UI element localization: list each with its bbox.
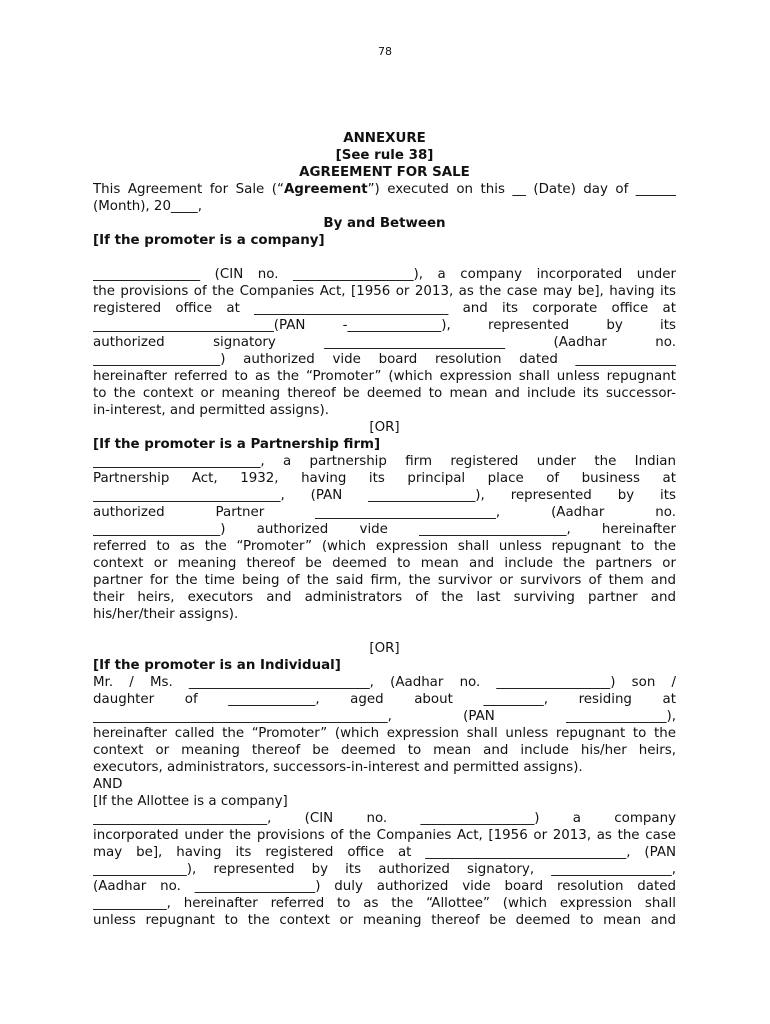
paragraph-line: __________________________, (CIN no. _________________) a company xyxy=(93,811,676,826)
agreement-term: Agreement xyxy=(283,182,368,197)
paragraph-line: their heirs, executors and administrators of the last surviving partner and xyxy=(93,590,676,605)
annexure-heading: ANNEXURE xyxy=(343,131,426,146)
paragraph-line: (Aadhar no. __________________) duly authorized vide board resolution dated xyxy=(93,879,676,894)
paragraph-line: to the context or meaning thereof be deemed to mean and include its successor- xyxy=(93,386,676,401)
paragraph-line: authorized Partner ___________________________, (Aadhar no. xyxy=(93,505,676,520)
or-separator-2: [OR] xyxy=(369,641,400,656)
document-title: AGREEMENT FOR SALE xyxy=(299,165,470,180)
paragraph-line: his/her/their assigns). xyxy=(93,607,239,622)
paragraph-line: the provisions of the Companies Act, [1956 or 2013, as the case may be], having its xyxy=(93,284,676,299)
paragraph-line: partner for the time being of the said firm, the survivor or survivors of them and xyxy=(93,573,676,588)
document-body xyxy=(93,130,676,929)
intro-line-1: This Agreement for Sale (“Agreement”) executed on this __ (Date) day of ______ xyxy=(93,182,676,197)
paragraph-line: incorporated under the provisions of the Companies Act, [1956 or 2013, as the case xyxy=(93,828,676,843)
paragraph-line: daughter of _____________, aged about _________, residing at xyxy=(93,692,676,707)
promoter-company-heading: [If the promoter is a company] xyxy=(93,233,325,248)
intro-line-2: (Month), 20____, xyxy=(93,199,203,214)
paragraph-line: may be], having its registered office at ______________________________, (PAN xyxy=(93,845,676,860)
paragraph-line: ___________________) authorized vide board resolution dated _______________ xyxy=(93,352,676,367)
rule-reference: [See rule 38] xyxy=(335,148,434,163)
paragraph-line: ___________________) authorized vide ______________________, hereinafter xyxy=(93,522,676,537)
by-and-between-heading: By and Between xyxy=(323,216,446,231)
allottee-company-paragraph xyxy=(93,810,676,929)
promoter-individual-heading: [If the promoter is an Individual] xyxy=(93,658,341,673)
paragraph-line: registered office at _____________________________ and its corporate office at xyxy=(93,301,676,316)
paragraph-line: ________________ (CIN no. __________________), a company incorporated under xyxy=(93,267,676,282)
paragraph-line: ___________________________(PAN -______________), represented by its xyxy=(93,318,676,333)
promoter-company-paragraph xyxy=(93,266,676,419)
paragraph-line: Partnership Act, 1932, having its principal place of business at xyxy=(93,471,676,486)
paragraph-line: Mr. / Ms. ___________________________, (Aadhar no. _________________) son / xyxy=(93,675,676,690)
or-separator-1: [OR] xyxy=(369,420,400,435)
paragraph-line: ____________________________, (PAN ________________), represented by its xyxy=(93,488,676,503)
paragraph-line: ______________), represented by its authorized signatory, __________________, xyxy=(93,862,676,877)
promoter-partnership-paragraph xyxy=(93,453,676,623)
paragraph-line: hereinafter called the “Promoter” (which expression shall unless repugnant to the xyxy=(93,726,676,741)
paragraph-line: referred to as the “Promoter” (which expression shall unless repugnant to the xyxy=(93,539,676,554)
paragraph-line: executors, administrators, successors-in-interest and permitted assigns). xyxy=(93,760,583,775)
paragraph-line: hereinafter referred to as the “Promoter” (which expression shall unless repugnant xyxy=(93,369,676,384)
paragraph-line: in-interest, and permitted assigns). xyxy=(93,403,329,418)
paragraph-line: ___________, hereinafter referred to as the “Allottee” (which expression shall xyxy=(93,896,676,911)
paragraph-line: _________________________, a partnership firm registered under the Indian xyxy=(93,454,676,469)
promoter-partnership-heading: [If the promoter is a Partnership firm] xyxy=(93,437,381,452)
spacer xyxy=(93,623,676,640)
promoter-individual-paragraph xyxy=(93,674,676,776)
paragraph-line: authorized signatory ___________________________ (Aadhar no. xyxy=(93,335,676,350)
and-separator: AND xyxy=(93,777,123,792)
allottee-company-heading: [If the Allottee is a company] xyxy=(93,794,288,809)
paragraph-line: ____________________________________________, (PAN _______________), xyxy=(93,709,676,724)
paragraph-line: context or meaning thereof be deemed to mean and include the partners or xyxy=(93,556,676,571)
spacer xyxy=(93,249,676,266)
page-number: 78 xyxy=(378,45,392,58)
paragraph-line: context or meaning thereof be deemed to mean and include his/her heirs, xyxy=(93,743,676,758)
paragraph-line: unless repugnant to the context or meaning thereof be deemed to mean and xyxy=(93,913,676,928)
